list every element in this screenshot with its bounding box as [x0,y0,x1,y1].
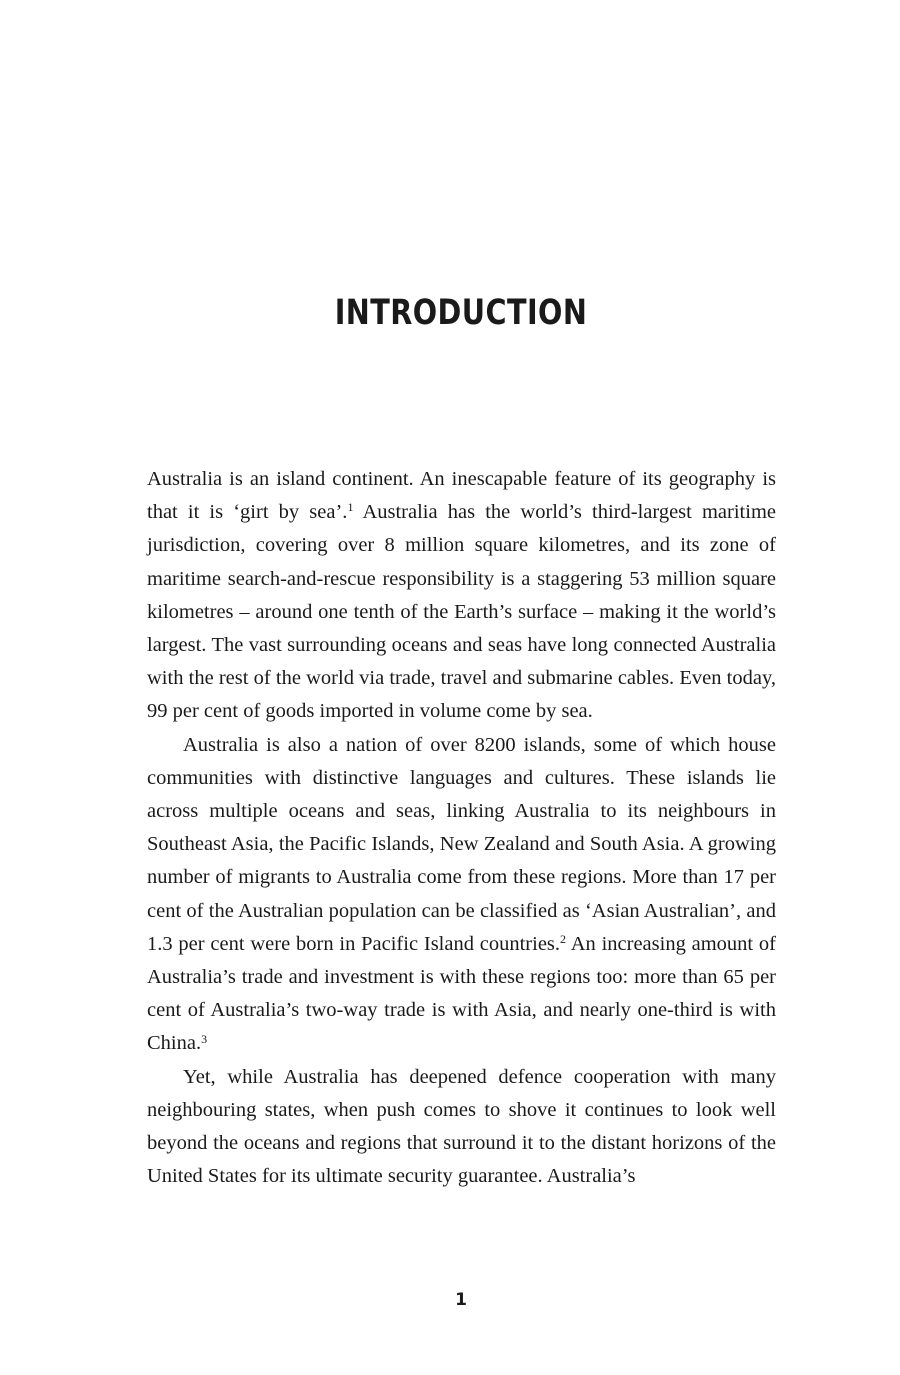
paragraph-2 [147,729,776,1061]
paragraph-3-text: Yet, while Australia has deepened defence cooperation with many neighbouring states, when push comes to shove it continues to look well beyond the oceans and regions that surround it to the distant horizons of the United States for its ultimate security guarantee. Australia’s [147,1065,776,1188]
footnote-ref-2[interactable]: 2 [560,932,567,947]
footnote-ref-1[interactable]: 1 [347,500,354,515]
body-text [147,463,776,1193]
paragraph-2-text-a: Australia is also a nation of over 8200 islands, some of which house communities with distinctive languages and cultures. These islands lie across multiple oceans and seas, linking Australia to its neighbours in Southeast Asia, the Pacific Islands, New Zealand and South Asia. A growing number of migrants to Australia come from these regions. More than 17 per cent of the Australian population can be classified as ‘Asian Australian’, and 1.3 per cent were born in Pacific Island countries. [147,733,776,955]
footnote-ref-3[interactable]: 3 [201,1031,208,1046]
paragraph-2-text-b: An increasing amount of Australia’s trade and investment is with these regions too: more than 65 per cent of Australia’s two-way trade is with Asia, and nearly one-third is with China. [147,932,777,1055]
paragraph-1-text-a: Australia is an island continent. An inescapable feature of its geography is that it is ‘girt by sea’. [147,468,776,524]
page-number: 1 [455,1290,467,1310]
paragraph-1 [147,463,776,729]
paragraph-1-text-b: Australia has the world’s third-largest maritime jurisdiction, covering over 8 million square kilometres, and its zone of maritime search-and-rescue responsibility is a staggering 53 million square kilometres – around one tenth of the Earth’s surface – making it the world’s largest. The vast surrounding oceans and seas have long connected Australia with the rest of the world via trade, travel and submarine cables. Even today, 99 per cent of goods imported in volume come by sea. [147,501,776,723]
chapter-title: INTRODUCTION [334,293,588,333]
paragraph-3 [147,1061,776,1194]
